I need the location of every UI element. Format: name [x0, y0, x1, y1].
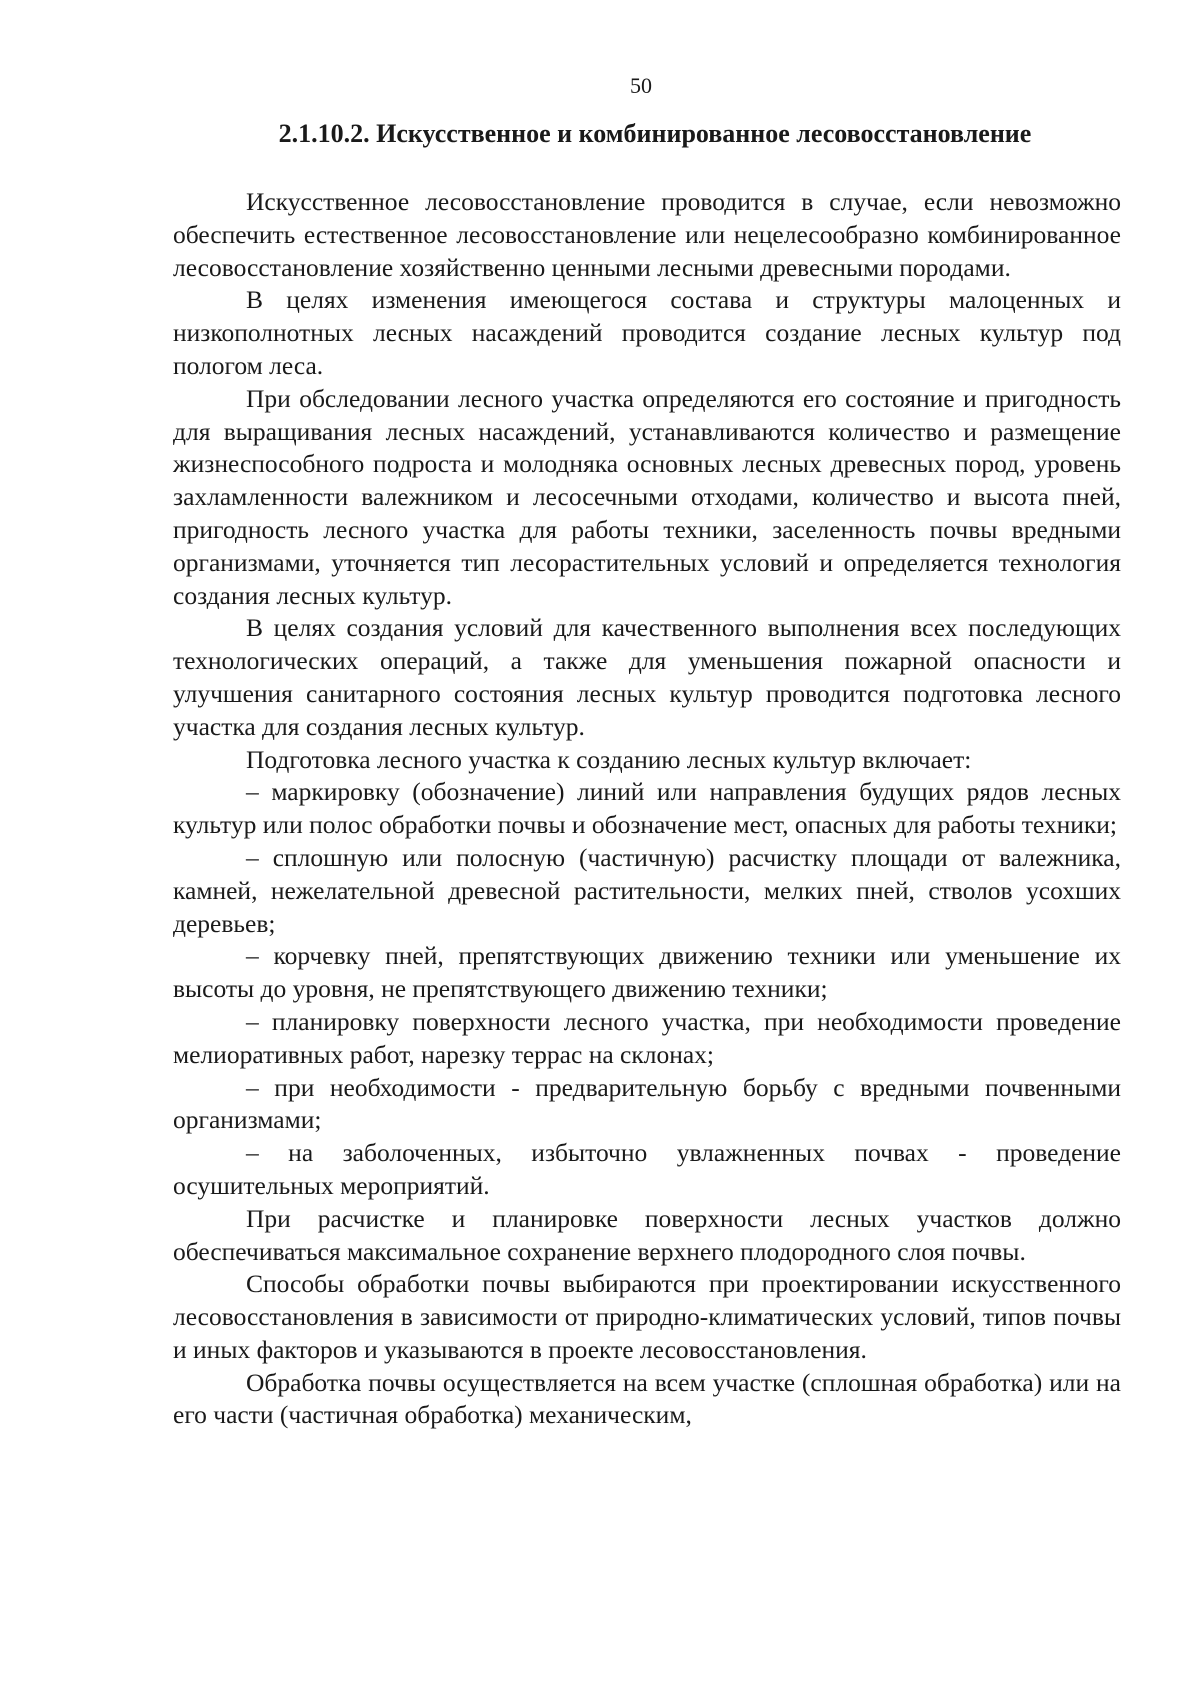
list-item: – планировку поверхности лесного участка, при необходимости проведение мелиоративных работ, нарезку террас на склонах; — [173, 1006, 1121, 1069]
page-number: 50 — [630, 73, 652, 98]
list-item: – корчевку пней, препятствующих движению техники или уменьшение их высоты до уровня, не препятствующего движению техники; — [173, 941, 1121, 1004]
paragraph: Способы обработки почвы выбираются при проектировании искусственного лесовосстановления в зависимости от природно-климатических условий, типов почвы и иных факторов и указываются в проекте лесовосстановления. — [173, 1269, 1121, 1364]
paragraph: При обследовании лесного участка определяются его состояние и пригодность для выращивания лесных насаждений, устанавливаются количество и размещение жизнеспособного подроста и молодняка основных лесных древесных пород, уровень захламленности валежником и лесосечными отходами, количество и высота пней, пригодность лесного участка для работы техники, заселенность почвы вредными организмами, уточняется тип лесорастительных условий и определяется технология создания лесных культур. — [173, 383, 1121, 610]
body-text — [173, 186, 1121, 1432]
paragraph: В целях создания условий для качественного выполнения всех последующих технологических операций, а также для уменьшения пожарной опасности и улучшения санитарного состояния лесных культур проводится подготовка лесного участка для создания лесных культур. — [173, 613, 1121, 741]
list-item: – маркировку (обозначение) линий или направления будущих рядов лесных культур или полос обработки почвы и обозначение мест, опасных для работы техники; — [173, 777, 1121, 840]
section-heading: 2.1.10.2. Искусственное и комбинированное лесовосстановление — [278, 119, 1032, 148]
list-item: – на заболоченных, избыточно увлажненных почвах - проведение осушительных мероприятий. — [173, 1138, 1121, 1200]
paragraph: В целях изменения имеющегося состава и структуры малоценных и низкополнотных лесных насаждений проводится создание лесных культур под пологом леса. — [173, 285, 1121, 380]
paragraph: Подготовка лесного участка к созданию лесных культур включает: — [246, 744, 972, 774]
paragraph: При расчистке и планировке поверхности лесных участков должно обеспечиваться максимальное сохранение верхнего плодородного слоя почвы. — [173, 1203, 1121, 1266]
list-item: – при необходимости - предварительную борьбу с вредными почвенными организмами; — [173, 1072, 1121, 1135]
paragraph: Обработка почвы осуществляется на всем участке (сплошная обработка) или на его части (частичная обработка) механическим, — [173, 1367, 1121, 1430]
list-item: – сплошную или полосную (частичную) расчистку площади от валежника, камней, нежелательной древесной растительности, мелких пней, стволов усохших деревьев; — [173, 842, 1121, 938]
paragraph: Искусственное лесовосстановление проводится в случае, если невозможно обеспечить естественное лесовосстановление или нецелесообразно комбинированное лесовосстановление хозяйственно ценными лесными древесными породами. — [173, 187, 1121, 282]
document-page — [173, 70, 1121, 1432]
